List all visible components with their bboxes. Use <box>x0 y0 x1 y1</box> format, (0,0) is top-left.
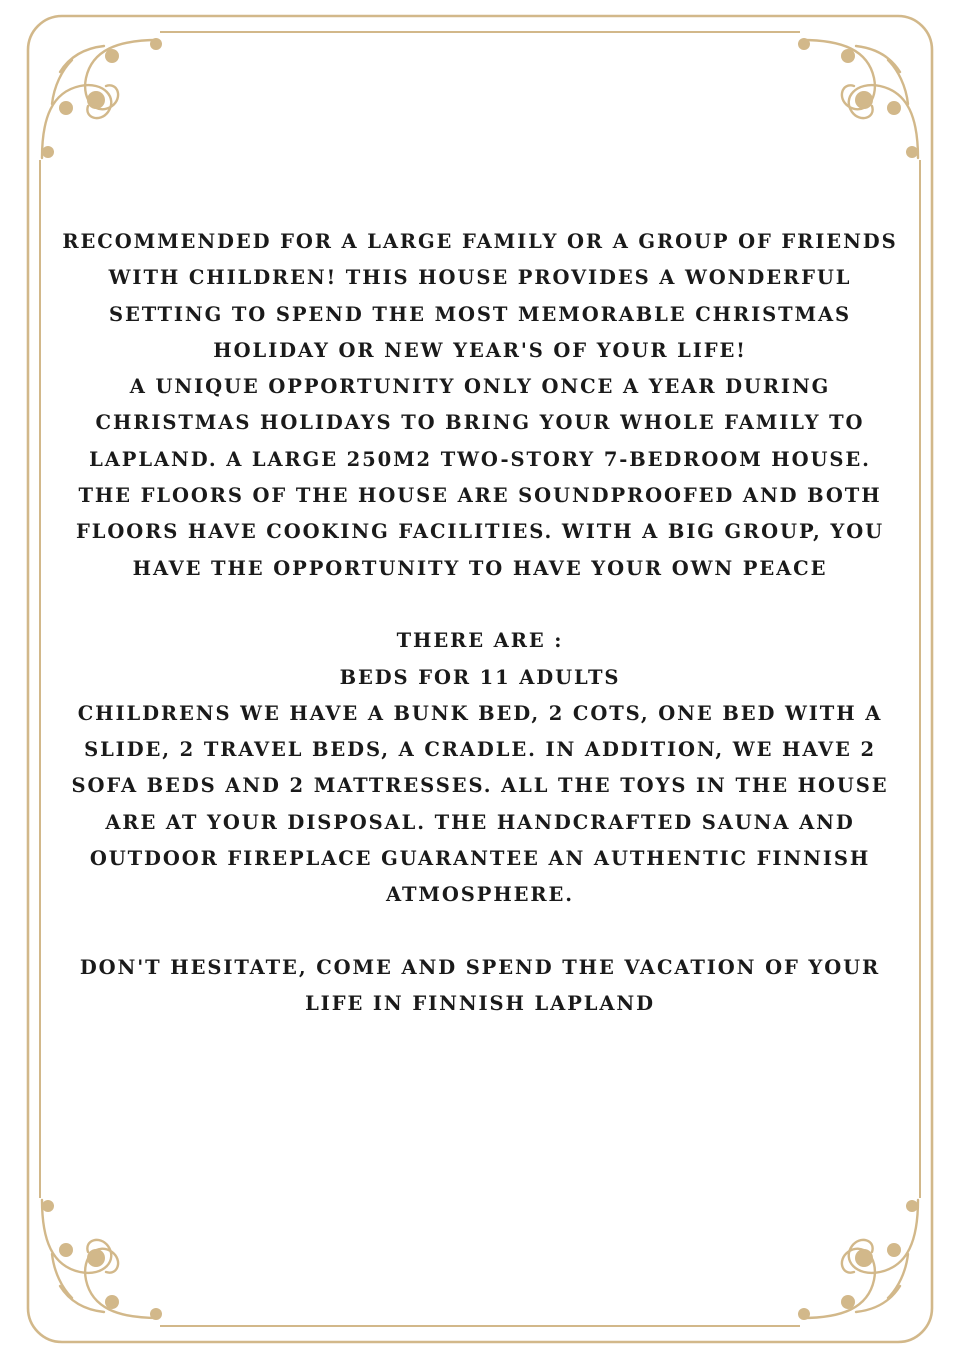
childrens-beds-paragraph: CHILDRENS WE HAVE A BUNK BED, 2 COTS, ONE BED WITH A SLIDE, 2 TRAVEL BEDS, A CRADLE. IN ADDITION, WE HAVE 2 SOFA BEDS AND 2 MATTRESSES. ALL THE TOYS IN THE HOUSE ARE AT YOUR DISPOSAL. THE HANDCRAFTED SAUNA AND OUTDOOR FIREPLACE GUARANTEE AN AUTHENTIC FINNISH ATMOSPHERE. <box>71 701 889 907</box>
paragraph-spacer <box>60 587 900 623</box>
corner-ornament-bottom-right <box>798 1200 918 1320</box>
document-body <box>60 224 900 1023</box>
intro-paragraph: RECOMMENDED FOR A LARGE FAMILY OR A GROUP OF FRIENDS WITH CHILDREN! THIS HOUSE PROVIDES A WONDERFUL SETTING TO SPEND THE MOST MEMORABLE CHRISTMAS HOLIDAY OR NEW YEAR'S OF YOUR LIFE! <box>62 230 898 362</box>
paragraph-spacer <box>60 914 900 950</box>
corner-ornament-top-left <box>42 38 162 158</box>
corner-ornament-top-right <box>798 38 918 158</box>
opportunity-paragraph: A UNIQUE OPPORTUNITY ONLY ONCE A YEAR DURING CHRISTMAS HOLIDAYS TO BRING YOUR WHOLE FAMILY TO LAPLAND. A LARGE 250M2 TWO-STORY 7-BEDROOM HOUSE. THE FLOORS OF THE HOUSE ARE SOUNDPROOFED AND BOTH FLOORS HAVE COOKING FACILITIES. WITH A BIG GROUP, YOU HAVE THE OPPORTUNITY TO HAVE YOUR OWN PEACE <box>75 375 884 580</box>
beds-heading: THERE ARE : <box>396 629 564 653</box>
corner-ornament-bottom-left <box>42 1200 162 1320</box>
closing-paragraph: DON'T HESITATE, COME AND SPEND THE VACATION OF YOUR LIFE IN FINNISH LAPLAND <box>79 955 881 1016</box>
adult-beds-line: BEDS FOR 11 ADULTS <box>339 665 621 689</box>
